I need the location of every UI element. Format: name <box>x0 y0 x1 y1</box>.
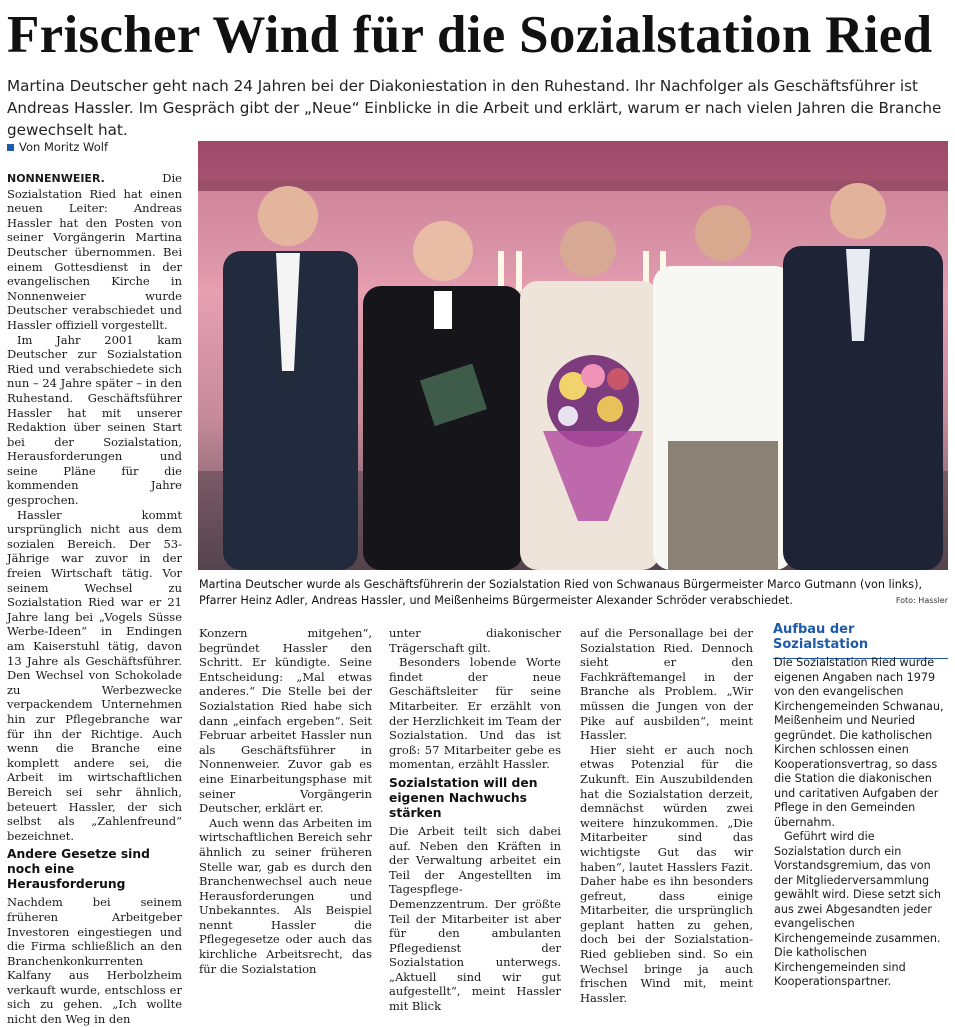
paragraph: Nachdem bei seinem früheren Arbeitgeber Investoren eingestiegen und die Firma schließlich an den Branchenkonkurrenten Kalfany aus Herbolzheim verkauft wurde, entschloss er sich zu gehen. „Ich wollte nicht den Weg in den <box>7 895 182 1027</box>
photo-credit: Foto: Hassler <box>895 596 948 605</box>
infobox-title: Aufbau der Sozialstation <box>773 622 948 659</box>
subheading: Andere Gesetze sind noch eine Herausforderung <box>7 847 150 892</box>
paragraph: auf die Personallage bei der Sozialstation Ried. Dennoch sieht er den Fachkräftemangel in der Branche als Problem. „Wir müssen die Jungen von der Pike auf ausbilden“, meint Hassler. <box>580 626 753 743</box>
paragraph: unter diakonischer Trägerschaft gilt. <box>389 626 561 655</box>
subheading: Sozialstation will den eigenen Nachwuchs stärken <box>389 775 538 820</box>
byline <box>7 140 108 154</box>
lead-paragraph: Martina Deutscher geht nach 24 Jahren bei der Diakoniestation in den Ruhestand. Ihr Nachfolger als Geschäftsführer ist Andreas Hassler. Im Gespräch gibt der „Neue“ Einblicke in die Arbeit und erklärt, warum er nach vielen Jahren die Branche gewechselt hat. <box>7 77 942 139</box>
headline: Frischer Wind für die Sozialstation Ried <box>7 6 933 64</box>
article-column-4 <box>580 626 753 1005</box>
infobox-paragraph: Die Sozialstation Ried wurde eigenen Angaben nach 1979 von den evangelischen Kirchengemeinden Schwanau, Meißenheim und Neuried gegründet. Die katholischen Kirchen schlossen einen Kooperationsvertrag, so dass die Station die diakonischen und caritativen Aufgaben der Pflege in den Gemeinden übernahm. <box>774 656 944 829</box>
article-column-3 <box>389 626 561 1014</box>
dateline: NONNENWEIER. <box>7 172 105 185</box>
infobox-paragraph: Geführt wird die Sozialstation durch ein Vorstandsgremium, das von der Mitgliederversammlung gewählt wird. Diese setzt sich aus zwei Abgesandten jeder evangelischen Kirchengemeinde zusammen. Die katholischen Kirchengemeinden sind Kooperationspartner. <box>774 830 941 988</box>
paragraph: Auch wenn das Arbeiten im wirtschaftlichen Bereich sehr ähnlich zu seiner früheren Stelle war, gab es durch den Branchenwechsel auch neue Herausforderungen und Unbekanntes. Als Beispiel nennt Hassler die Pflegegesetze oder auch das kirchliche Arbeitsrecht, das für die Sozialstation <box>199 815 372 976</box>
paragraph: Hassler kommt ursprünglich nicht aus dem sozialen Bereich. Der 53-Jährige war zuvor in der freien Wirtschaft tätig. Vor seinem Wechsel zu Sozialstation Ried war er 21 Jahre lang bei „Vogels Süsse Werbe-Ideen“ in Endingen am Kaiserstuhl tätig, davon 13 Jahre als Geschäftsführer. Den Wechsel von Schokolade zu Werbezwecke verpackendem Unternehmen hin zur Pflegebranche war für ihn der Richtige. Auch wenn die Branche eine komplett andere sei, die Arbeit im wirtschaftlichen Bereich sei sehr ähnlich, beteuert Hassler, der sich selbst als „Zahlenfreund“ bezeichnet. <box>7 507 182 843</box>
article-column-2 <box>199 626 372 976</box>
photo-caption: Martina Deutscher wurde als Geschäftsführerin der Sozialstation Ried von Schwanaus Bürgermeister Marco Gutmann (von links), Pfarrer Heinz Adler, Andreas Hassler, und Meißenheims Bürgermeister Alexander Schröder verabschiedet. <box>199 578 923 607</box>
byline-marker-icon <box>7 144 14 151</box>
paragraph: Hier sieht er auch noch etwas Potenzial für die Zukunft. Ein Auszubildenden hat die Sozialstation derzeit, demnächst würden zwei weitere hinzukommen. „Die Mitarbeiter sind das wichtigste Gut das wir haben“, lautet Hasslers Fazit. Daher habe es ihn besonders gefreut, dass einige Mitarbeiter, die ursprünglich geplant hatten zu gehen, doch bei der Sozialstation-Ried geblieben sind. So ein Wechsel bringe ja auch frischen Wind mit, meint Hassler. <box>580 742 753 1005</box>
paragraph-text: Die Sozialstation Ried hat einen neuen Leiter: Andreas Hassler hat den Posten von seiner Vorgängerin Martina Deutscher übernommen. Bei einem Gottesdienst in der evangelischen Kirche in Nonnenweier wurde Deutscher verabschiedet und Hassler offiziell vorgestellt. <box>7 171 182 332</box>
paragraph: Besonders lobende Worte findet der neue Geschäftsleiter für seine Mitarbeiter. Er erzählt von der Herzlichkeit im Team der Sozialstation. Und das ist groß: 57 Mitarbeiter gebe es momentan, erzählt Hassler. <box>389 655 561 772</box>
paragraph: Im Jahr 2001 kam Deutscher zur Sozialstation Ried und verabschiedete sich nun – 24 Jahre später – in den Ruhestand. Geschäftsführer Hassler hat mit unserer Redaktion über seinen Start bei der Sozialstation, Herausforderungen und seine Pläne für die kommenden Jahre gesprochen. <box>7 332 182 508</box>
byline-text: Von Moritz Wolf <box>19 140 109 154</box>
paragraph <box>7 171 182 333</box>
article-photo <box>198 141 948 570</box>
photo-illustration <box>198 141 948 570</box>
paragraph: Die Arbeit teilt sich dabei auf. Neben den Kräften in der Verwaltung arbeitet ein Teil der Angestellten im Tagespflege-Demenzzentrum. Der größte Teil der Mitarbeiter ist aber für den ambulanten Pflegedienst der Sozialstation unterwegs. „Aktuell sind wir gut aufgestellt“, meint Hassler mit Blick <box>389 823 561 1014</box>
article-column-1 <box>7 171 182 1027</box>
paragraph: Konzern mitgehen“, begründet Hassler den Schritt. Er kündigte. Seine Entscheidung: „Mal etwas anderes.“ Die Stelle bei der Sozialstation Ried habe sich dann „einfach ergeben“. Seit Februar arbeitet Hassler nun als Geschäftsführer in Nonnenweier. Zuvor gab es eine Einarbeitungsphase mit seiner Vorgängerin Deutscher, erklärt er. <box>199 626 372 816</box>
infobox-body <box>774 656 948 990</box>
